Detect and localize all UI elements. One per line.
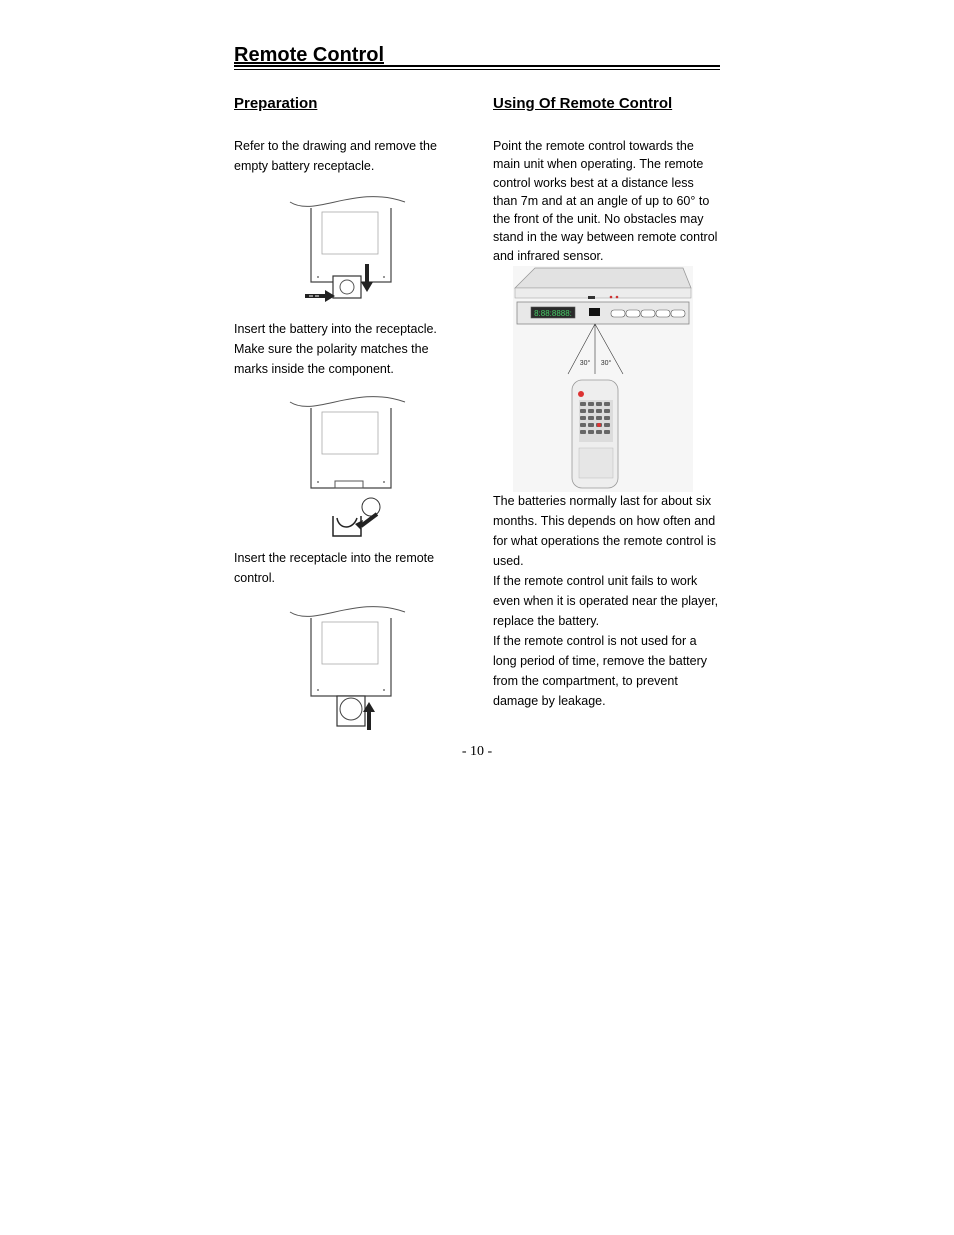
preparation-step3-line: Insert the receptacle into the remote [234, 551, 435, 565]
preparation-step2-line: Insert the battery into the receptacle. [234, 322, 437, 336]
insert-battery-illustration [285, 390, 415, 550]
using-intro-text [493, 137, 717, 265]
title-rule-thick [234, 65, 720, 67]
using-notes-line: used. [493, 554, 524, 568]
using-intro-line: stand in the way between remote control [493, 230, 718, 245]
using-notes-line: replace the battery. [493, 614, 600, 628]
preparation-step1-text [234, 136, 437, 176]
using-intro-line: the front of the unit. No obstacles may [493, 212, 704, 227]
preparation-step2-line: Make sure the polarity matches the [234, 342, 429, 356]
page-number: - 10 - [461, 744, 493, 759]
preparation-step3-text [234, 548, 434, 588]
using-intro-line: and infrared sensor. [493, 248, 604, 263]
page-title: Remote Control [234, 44, 384, 66]
using-notes-line: The batteries normally last for about six [493, 494, 712, 508]
preparation-step3-line: control. [234, 571, 275, 585]
preparation-heading: Preparation [234, 95, 318, 112]
using-notes-line: for what operations the remote control is [493, 534, 717, 548]
remove-receptacle-illustration [285, 190, 415, 305]
using-intro-line: Point the remote control towards the [493, 139, 694, 153]
preparation-step2-text [234, 319, 437, 379]
using-notes-line: even when it is operated near the player, [493, 594, 719, 608]
preparation-step1-line: Refer to the drawing and remove the [234, 139, 437, 153]
player-remote-angle-illustration [513, 266, 693, 492]
using-notes-line: long period of time, remove the battery [493, 654, 708, 668]
using-intro-line: than 7m and at an angle of up to 60° to [493, 193, 710, 208]
using-notes-line: If the remote control unit fails to work [493, 574, 698, 588]
using-notes-text [493, 491, 718, 711]
preparation-step1-line: empty battery receptacle. [234, 159, 375, 173]
svg-text:8:88:8888:: 8:88:8888: [534, 309, 572, 318]
using-notes-line: months. This depends on how often and [493, 514, 716, 528]
angle-right-label: 30° [600, 360, 612, 367]
insert-receptacle-illustration [285, 600, 415, 735]
using-notes-line: damage by leakage. [493, 694, 606, 708]
using-notes-line: from the compartment, to prevent [493, 674, 678, 688]
using-heading: Using Of Remote Control [493, 95, 673, 112]
using-intro-line: control works best at a distance less [493, 175, 694, 190]
angle-left-label: 30° [579, 360, 591, 367]
preparation-step2-line: marks inside the component. [234, 362, 394, 376]
using-notes-line: If the remote control is not used for a [493, 634, 697, 648]
title-rule-thin [234, 69, 720, 70]
using-intro-line: main unit when operating. The remote [493, 157, 704, 172]
